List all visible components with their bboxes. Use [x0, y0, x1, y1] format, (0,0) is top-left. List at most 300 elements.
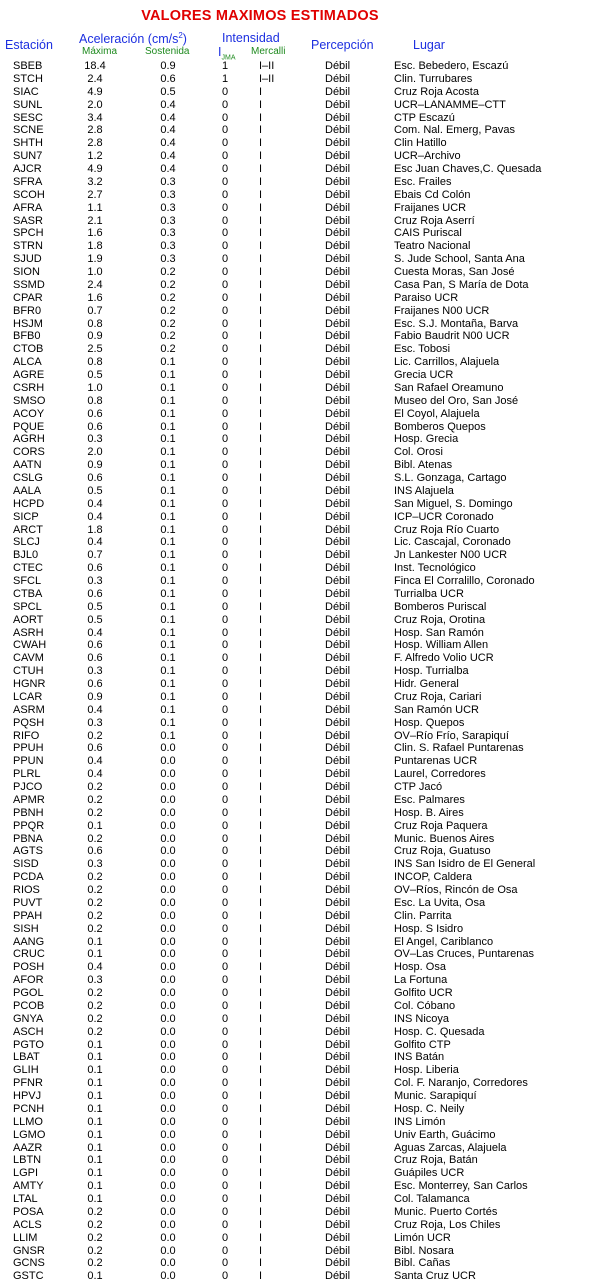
table-row — [0, 1064, 590, 1077]
station-code: SUNL — [13, 98, 43, 111]
accel-sostenida: 0.1 — [160, 523, 176, 536]
intensidad-jma: 0 — [221, 124, 229, 137]
lugar: Bibl. Cañas — [394, 1257, 451, 1270]
table-row — [0, 137, 590, 150]
header-intensidad: Intensidad — [222, 31, 280, 45]
station-code: AFRA — [13, 201, 43, 214]
table-row — [0, 1154, 590, 1167]
percepcion: Débil — [325, 253, 351, 266]
percepcion: Débil — [325, 1193, 351, 1205]
table-row — [0, 356, 590, 369]
accel-max: 0.8 — [87, 356, 103, 369]
table-row — [0, 408, 590, 421]
station-code: SLCJ — [13, 536, 40, 549]
intensidad-jma: 0 — [221, 433, 229, 446]
lugar: Col. Talamanca — [394, 1193, 470, 1205]
percepcion: Débil — [325, 613, 351, 626]
station-code: AANG — [13, 935, 45, 948]
station-code: GSTC — [13, 1270, 44, 1283]
intensidad-jma: 0 — [221, 163, 229, 175]
percepcion: Débil — [325, 304, 351, 317]
station-code: SCOH — [13, 188, 45, 201]
table-row — [0, 1051, 590, 1064]
intensidad-mercalli: I — [259, 1012, 263, 1025]
percepcion: Débil — [325, 703, 351, 716]
accel-max: 0.5 — [87, 484, 103, 497]
station-code: AALA — [13, 484, 42, 497]
lugar: OV–Las Cruces, Puntarenas — [394, 948, 535, 961]
lugar: OV–Río Frío, Sarapiquí — [394, 729, 509, 742]
lugar: Guápiles UCR — [394, 1167, 465, 1180]
intensidad-mercalli: I — [259, 1128, 263, 1141]
intensidad-jma: 0 — [221, 472, 229, 484]
intensidad-jma: 0 — [221, 1051, 229, 1064]
intensidad-jma: 0 — [221, 896, 229, 909]
lugar: Aguas Zarcas, Alajuela — [394, 1141, 507, 1154]
header-aceleracion-close: ) — [182, 32, 187, 47]
accel-max: 0.6 — [87, 845, 103, 858]
table-row — [0, 176, 590, 189]
intensidad-mercalli: I–II — [259, 60, 275, 72]
accel-sostenida: 0.1 — [160, 678, 176, 690]
lugar: UCR–LANAMME–CTT — [394, 98, 506, 111]
intensidad-jma: 0 — [221, 871, 229, 884]
accel-sostenida: 0.0 — [160, 1244, 176, 1257]
lugar: Univ Earth, Guácimo — [394, 1128, 496, 1141]
accel-sostenida: 0.1 — [160, 690, 176, 703]
intensidad-mercalli: I — [259, 703, 263, 716]
accel-max: 0.2 — [87, 871, 103, 884]
intensidad-mercalli: I — [259, 768, 263, 781]
intensidad-mercalli: I — [259, 858, 263, 871]
percepcion: Débil — [325, 317, 351, 330]
intensidad-mercalli: I — [259, 1231, 263, 1244]
accel-sostenida: 0.1 — [160, 613, 176, 626]
percepcion: Débil — [325, 678, 351, 690]
percepcion: Débil — [325, 974, 351, 987]
station-code: CORS — [13, 446, 45, 459]
accel-sostenida: 0.0 — [160, 1012, 176, 1025]
accel-sostenida: 0.4 — [160, 111, 176, 124]
station-code: PFNR — [13, 1077, 43, 1090]
accel-max: 0.1 — [87, 948, 103, 961]
accel-sostenida: 0.1 — [160, 356, 176, 369]
accel-sostenida: 0.0 — [160, 935, 176, 948]
accel-max: 0.3 — [87, 974, 103, 987]
intensidad-mercalli: I — [259, 935, 263, 948]
accel-sostenida: 0.2 — [160, 266, 176, 278]
accel-max: 0.1 — [87, 1193, 103, 1205]
accel-max: 2.4 — [87, 72, 103, 85]
intensidad-jma: 0 — [221, 1141, 229, 1154]
accel-sostenida: 0.0 — [160, 948, 176, 961]
accel-max: 0.4 — [87, 536, 103, 549]
lugar: ICP–UCR Coronado — [394, 510, 494, 523]
station-code: SFRA — [13, 175, 43, 188]
lugar: Laurel, Corredores — [394, 768, 486, 781]
intensidad-jma: 0 — [221, 266, 229, 278]
intensidad-jma: 0 — [221, 1128, 229, 1141]
station-code: AORT — [13, 613, 44, 626]
station-code: LTAL — [13, 1193, 38, 1205]
percepcion: Débil — [325, 755, 351, 768]
station-code: SMSO — [13, 394, 46, 407]
percepcion: Débil — [325, 72, 351, 85]
intensidad-mercalli: I — [259, 832, 263, 845]
percepcion: Débil — [325, 896, 351, 909]
accel-sostenida: 0.0 — [160, 845, 176, 858]
percepcion: Débil — [325, 935, 351, 948]
station-code: CRUC — [13, 948, 45, 961]
station-code: PUVT — [13, 896, 43, 909]
station-code: SHTH — [13, 137, 43, 150]
percepcion: Débil — [325, 175, 351, 188]
lugar: Golfito CTP — [394, 1038, 451, 1051]
accel-sostenida: 0.0 — [160, 1154, 176, 1167]
intensidad-jma: 0 — [221, 1257, 229, 1270]
accel-max: 0.4 — [87, 510, 103, 523]
lugar: Esc. Bebedero, Escazú — [394, 60, 509, 72]
intensidad-mercalli: I — [259, 175, 263, 188]
intensidad-jma: 0 — [221, 768, 229, 781]
percepcion: Débil — [325, 1064, 351, 1077]
table-row — [0, 279, 590, 292]
accel-sostenida: 0.9 — [160, 60, 176, 72]
table-row — [0, 202, 590, 215]
intensidad-mercalli: I — [259, 948, 263, 961]
lugar: Esc. Monterrey, San Carlos — [394, 1180, 528, 1193]
intensidad-jma: 0 — [221, 523, 229, 536]
table-row — [0, 730, 590, 743]
lugar: Lic. Carrillos, Alajuela — [394, 356, 500, 369]
intensidad-jma: 0 — [221, 356, 229, 369]
lugar: Bomberos Quepos — [394, 420, 486, 433]
intensidad-jma: 0 — [221, 1064, 229, 1077]
intensidad-jma: 0 — [221, 806, 229, 819]
lugar: Hosp. Quepos — [394, 716, 465, 729]
accel-sostenida: 0.0 — [160, 806, 176, 819]
percepcion: Débil — [325, 716, 351, 729]
accel-sostenida: 0.1 — [160, 472, 176, 484]
station-code: LLIM — [13, 1231, 38, 1244]
percepcion: Débil — [325, 381, 351, 394]
lugar: Cruz Roja, Cariari — [394, 690, 482, 703]
intensidad-jma: 0 — [221, 587, 229, 600]
intensidad-jma: 0 — [221, 137, 229, 150]
station-code: GNYA — [13, 1012, 44, 1025]
station-code: PGOL — [13, 987, 44, 999]
station-code: PBNA — [13, 832, 43, 845]
lugar: Casa Pan, S María de Dota — [394, 278, 529, 291]
table-row — [0, 807, 590, 820]
station-code: PPUN — [13, 755, 44, 768]
station-code: HCPD — [13, 497, 45, 510]
intensidad-mercalli: I — [259, 330, 263, 343]
percepcion: Débil — [325, 188, 351, 201]
accel-sostenida: 0.0 — [160, 999, 176, 1012]
lugar: Jn Lankester N00 UCR — [394, 549, 508, 562]
intensidad-jma: 0 — [221, 536, 229, 549]
lugar: Clin. Turrubares — [394, 72, 473, 85]
accel-sostenida: 0.0 — [160, 819, 176, 832]
accel-sostenida: 0.1 — [160, 729, 176, 742]
header-aceleracion-exp: 2 — [178, 31, 183, 40]
accel-max: 2.8 — [87, 137, 103, 150]
table-row — [0, 755, 590, 768]
accel-max: 0.3 — [87, 575, 103, 587]
table-row — [0, 871, 590, 884]
lugar: Inst. Tecnológico — [394, 562, 476, 575]
intensidad-jma: 0 — [221, 1012, 229, 1025]
station-code: BFR0 — [13, 304, 42, 317]
lugar: CAIS Puriscal — [394, 227, 462, 240]
accel-sostenida: 0.0 — [160, 832, 176, 845]
station-code: AGRH — [13, 433, 45, 446]
station-code: STRN — [13, 240, 43, 253]
intensidad-mercalli: I — [259, 1141, 263, 1154]
table-row — [0, 717, 590, 730]
table-row — [0, 948, 590, 961]
station-code: PBNH — [13, 806, 44, 819]
accel-sostenida: 0.0 — [160, 909, 176, 922]
intensidad-mercalli: I — [259, 510, 263, 523]
table-row — [0, 60, 590, 73]
lugar: Hosp. S Isidro — [394, 922, 464, 935]
accel-max: 0.2 — [87, 832, 103, 845]
table-row — [0, 305, 590, 318]
table-row — [0, 820, 590, 833]
intensidad-mercalli: I — [259, 819, 263, 832]
lugar: Hosp. Osa — [394, 961, 446, 974]
accel-max: 0.4 — [87, 703, 103, 716]
percepcion: Débil — [325, 832, 351, 845]
percepcion: Débil — [325, 1115, 351, 1128]
intensidad-mercalli: I — [259, 472, 263, 484]
station-code: CPAR — [13, 291, 43, 304]
accel-max: 1.0 — [87, 266, 103, 278]
accel-max: 0.9 — [87, 690, 103, 703]
lugar: Hidr. General — [394, 678, 459, 690]
lugar: Hosp. William Allen — [394, 639, 489, 652]
lugar: Hosp. C. Neily — [394, 1102, 465, 1115]
percepcion: Débil — [325, 459, 351, 472]
intensidad-mercalli: I — [259, 497, 263, 510]
accel-max: 0.4 — [87, 768, 103, 781]
accel-sostenida: 0.4 — [160, 98, 176, 111]
accel-sostenida: 0.0 — [160, 896, 176, 909]
accel-sostenida: 0.1 — [160, 381, 176, 394]
intensidad-mercalli: I — [259, 845, 263, 858]
header-ijma-i: I — [218, 45, 222, 59]
table-row — [0, 1232, 590, 1245]
percepcion: Débil — [325, 1244, 351, 1257]
station-code: CSLG — [13, 472, 43, 484]
lugar: La Fortuna — [394, 974, 448, 987]
table-row — [0, 524, 590, 537]
lugar: UCR–Archivo — [394, 150, 461, 163]
intensidad-mercalli: I — [259, 420, 263, 433]
intensidad-mercalli: I — [259, 536, 263, 549]
intensidad-jma: 0 — [221, 974, 229, 987]
intensidad-mercalli: I — [259, 484, 263, 497]
station-code: LBAT — [13, 1051, 40, 1064]
intensidad-jma: 0 — [221, 909, 229, 922]
lugar: Munic. Puerto Cortés — [394, 1205, 498, 1218]
table-row — [0, 614, 590, 627]
table-row — [0, 369, 590, 382]
accel-sostenida: 0.0 — [160, 871, 176, 884]
accel-sostenida: 0.3 — [160, 188, 176, 201]
accel-max: 0.1 — [87, 1038, 103, 1051]
station-code: APMR — [13, 793, 45, 806]
accel-sostenida: 0.0 — [160, 781, 176, 793]
table-row — [0, 1077, 590, 1090]
percepcion: Débil — [325, 961, 351, 974]
intensidad-mercalli: I — [259, 1167, 263, 1180]
table-row — [0, 124, 590, 137]
accel-sostenida: 0.0 — [160, 742, 176, 755]
station-code: GCNS — [13, 1257, 45, 1270]
header-estacion: Estación — [5, 38, 53, 52]
intensidad-mercalli: I — [259, 613, 263, 626]
intensidad-jma: 0 — [221, 600, 229, 613]
station-code: CTOB — [13, 343, 44, 356]
percepcion: Débil — [325, 690, 351, 703]
accel-max: 2.0 — [87, 446, 103, 459]
table-row — [0, 652, 590, 665]
station-code: CSRH — [13, 381, 45, 394]
percepcion: Débil — [325, 1102, 351, 1115]
table-row — [0, 639, 590, 652]
lugar: Puntarenas UCR — [394, 755, 478, 768]
station-code: SSMD — [13, 278, 45, 291]
header-percepcion: Percepción — [311, 38, 374, 52]
lugar: Ebais Cd Colón — [394, 188, 471, 201]
station-code: POSH — [13, 961, 45, 974]
station-code: AATN — [13, 459, 42, 472]
station-code: PPQR — [13, 819, 45, 832]
lugar: CTP Escazú — [394, 111, 455, 124]
lugar: Cruz Roja, Guatuso — [394, 845, 491, 858]
intensidad-mercalli: I — [259, 665, 263, 678]
station-code: HPVJ — [13, 1090, 42, 1102]
accel-max: 0.2 — [87, 1244, 103, 1257]
intensidad-mercalli: I — [259, 974, 263, 987]
intensidad-mercalli: I — [259, 600, 263, 613]
station-code: ASRM — [13, 703, 45, 716]
intensidad-mercalli: I — [259, 1090, 263, 1102]
intensidad-mercalli: I — [259, 690, 263, 703]
intensidad-jma: 0 — [221, 150, 229, 163]
station-code: SESC — [13, 111, 43, 124]
percepcion: Débil — [325, 446, 351, 459]
station-code: AAZR — [13, 1141, 43, 1154]
table-row — [0, 227, 590, 240]
intensidad-mercalli: I — [259, 381, 263, 394]
intensidad-jma: 0 — [221, 1115, 229, 1128]
accel-max: 1.8 — [87, 523, 103, 536]
lugar: Hosp. C. Quesada — [394, 1025, 485, 1038]
table-row — [0, 1245, 590, 1258]
intensidad-mercalli: I–II — [259, 72, 275, 85]
intensidad-jma: 0 — [221, 948, 229, 961]
accel-max: 0.1 — [87, 1115, 103, 1128]
station-code: CWAH — [13, 639, 47, 652]
lugar: Fabio Baudrit N00 UCR — [394, 330, 510, 343]
station-code: CAVM — [13, 652, 44, 665]
accel-sostenida: 0.1 — [160, 369, 176, 381]
accel-sostenida: 0.4 — [160, 163, 176, 175]
intensidad-jma: 0 — [221, 240, 229, 253]
intensidad-jma: 0 — [221, 1154, 229, 1167]
lugar: Clin. Parrita — [394, 909, 452, 922]
accel-max: 0.6 — [87, 407, 103, 420]
station-code: PCNH — [13, 1102, 45, 1115]
lugar: Limón UCR — [394, 1231, 451, 1244]
intensidad-jma: 0 — [221, 394, 229, 407]
intensidad-jma: 0 — [221, 214, 229, 227]
table-row — [0, 549, 590, 562]
accel-sostenida: 0.1 — [160, 536, 176, 549]
lugar: Com. Nal. Emerg, Pavas — [394, 124, 516, 137]
table-row — [0, 627, 590, 640]
accel-max: 2.7 — [87, 188, 103, 201]
table-row — [0, 446, 590, 459]
accel-sostenida: 0.2 — [160, 330, 176, 343]
intensidad-jma: 0 — [221, 678, 229, 690]
intensidad-jma: 0 — [221, 291, 229, 304]
intensidad-mercalli: I — [259, 639, 263, 652]
intensidad-mercalli: I — [259, 124, 263, 137]
lugar: El Angel, Cariblanco — [394, 935, 494, 948]
table-row — [0, 73, 590, 86]
accel-max: 1.9 — [87, 253, 103, 266]
accel-sostenida: 0.3 — [160, 227, 176, 240]
percepcion: Débil — [325, 1218, 351, 1231]
table-row — [0, 318, 590, 331]
percepcion: Débil — [325, 1025, 351, 1038]
percepcion: Débil — [325, 291, 351, 304]
accel-max: 0.5 — [87, 600, 103, 613]
intensidad-jma: 0 — [221, 652, 229, 665]
lugar: S.L. Gonzaga, Cartago — [394, 472, 507, 484]
accel-sostenida: 0.1 — [160, 459, 176, 472]
station-code: POSA — [13, 1205, 44, 1218]
lugar: INS Batán — [394, 1051, 445, 1064]
table-row — [0, 665, 590, 678]
station-code: AGTS — [13, 845, 43, 858]
accel-sostenida: 0.0 — [160, 1257, 176, 1270]
station-code: SISH — [13, 922, 39, 935]
accel-sostenida: 0.0 — [160, 1025, 176, 1038]
accel-sostenida: 0.1 — [160, 626, 176, 639]
intensidad-jma: 0 — [221, 716, 229, 729]
accel-max: 2.0 — [87, 98, 103, 111]
station-code: SPCH — [13, 227, 44, 240]
station-code: AFOR — [13, 974, 44, 987]
accel-sostenida: 0.1 — [160, 716, 176, 729]
intensidad-mercalli: I — [259, 111, 263, 124]
accel-max: 0.1 — [87, 819, 103, 832]
accel-sostenida: 0.0 — [160, 1180, 176, 1193]
accel-max: 2.5 — [87, 343, 103, 356]
accel-sostenida: 0.1 — [160, 639, 176, 652]
accel-sostenida: 0.1 — [160, 562, 176, 575]
table-row — [0, 1116, 590, 1129]
lugar: Esc Juan Chaves,C. Quesada — [394, 163, 542, 175]
accel-max: 0.2 — [87, 1205, 103, 1218]
percepcion: Débil — [325, 356, 351, 369]
